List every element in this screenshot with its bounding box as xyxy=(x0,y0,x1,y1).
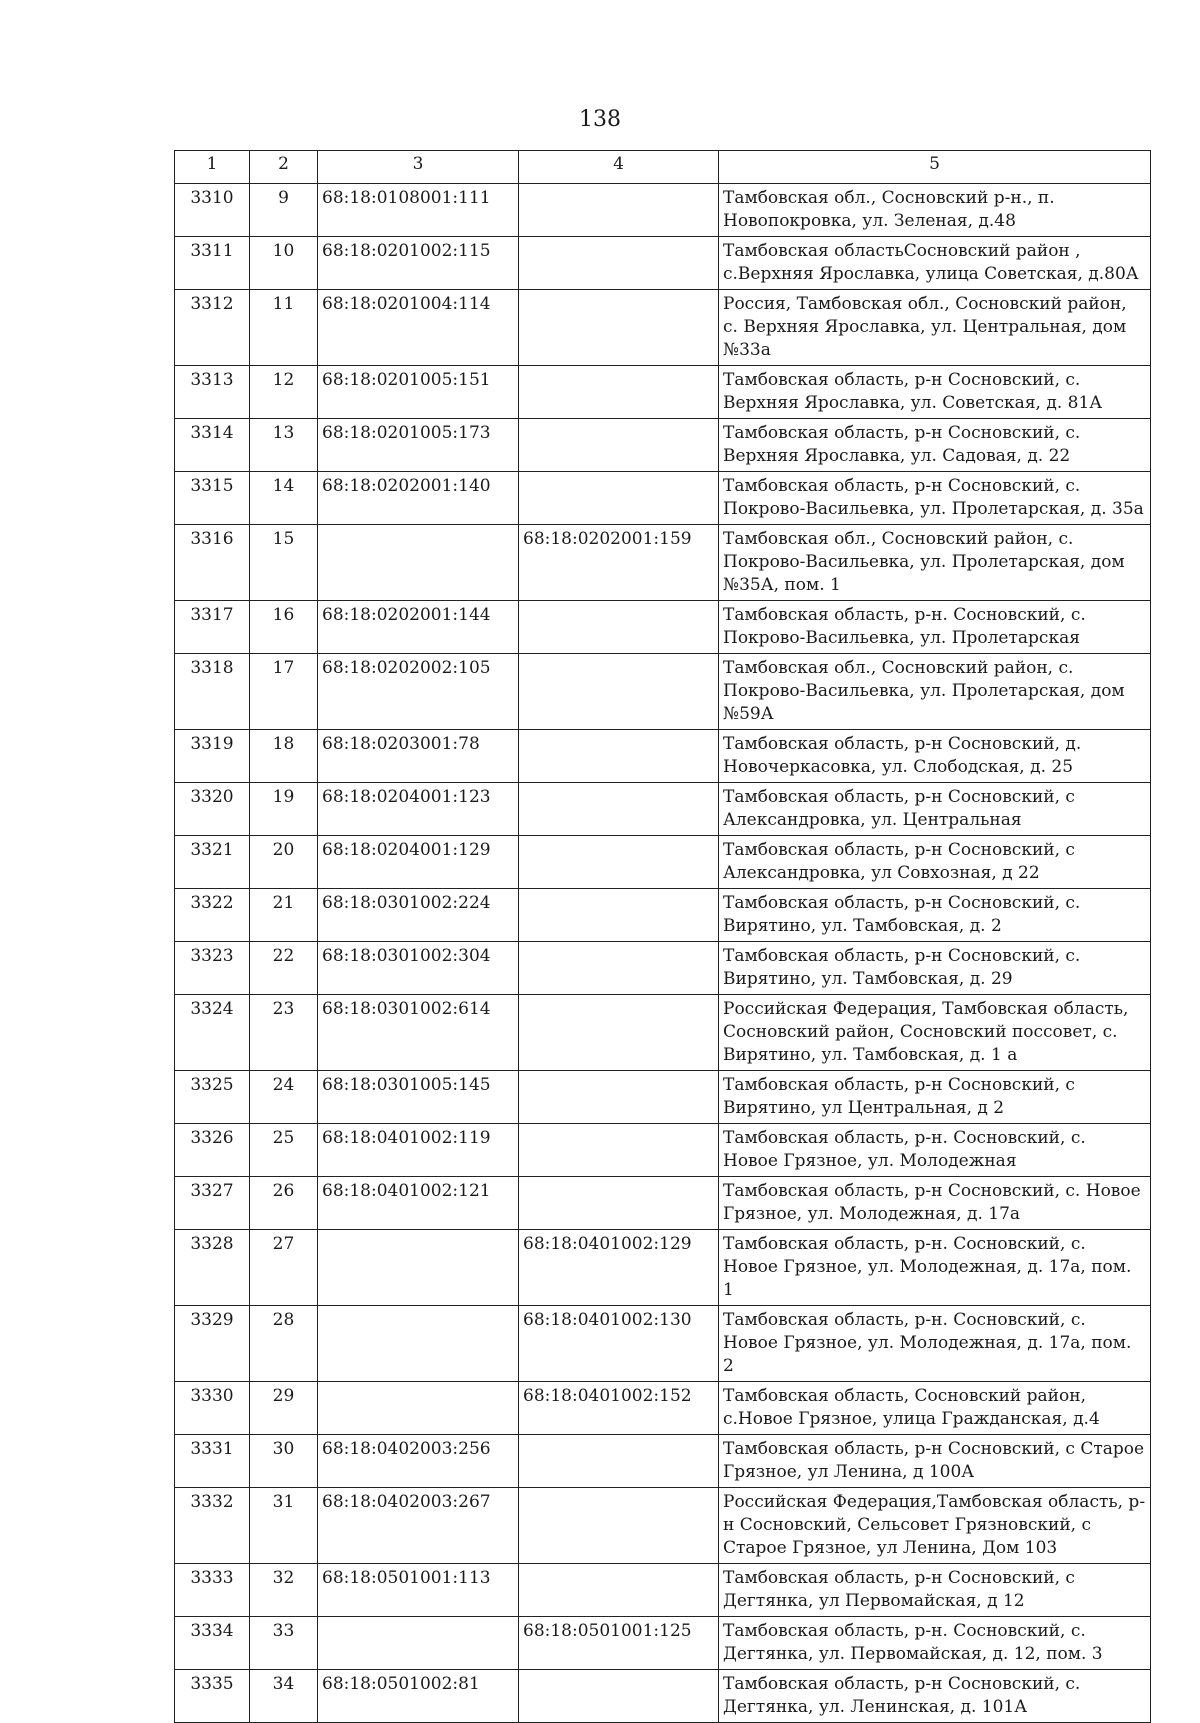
table-row xyxy=(175,995,1151,1071)
property-registry-table xyxy=(174,150,1151,1723)
premises-cadastral-number-cell: 68:18:0401002:129 xyxy=(519,1230,719,1306)
cadastral-number-cell: 68:18:0501002:81 xyxy=(318,1670,519,1723)
cadastral-number-cell: 68:18:0204001:123 xyxy=(318,783,519,836)
address-cell: Тамбовская область, р-н. Сосновский, с. Новое Грязное, ул. Молодежная, д. 17а, пом. 1 xyxy=(719,1230,1151,1306)
premises-cadastral-number-cell xyxy=(519,601,719,654)
premises-cadastral-number-cell xyxy=(519,1435,719,1488)
cadastral-number-cell xyxy=(318,1382,519,1435)
cadastral-number-cell: 68:18:0108001:111 xyxy=(318,184,519,237)
table-row xyxy=(175,184,1151,237)
address-cell: Тамбовская область, р-н. Сосновский, с. Новое Грязное, ул. Молодежная xyxy=(719,1124,1151,1177)
table-header-row xyxy=(175,151,1151,184)
cadastral-number-cell: 68:18:0402003:267 xyxy=(318,1488,519,1564)
ordinal-number-cell: 12 xyxy=(250,366,318,419)
address-cell: Тамбовская область, р-н Сосновский, с. Вирятино, ул. Тамбовская, д. 2 xyxy=(719,889,1151,942)
table-row xyxy=(175,1177,1151,1230)
table-row xyxy=(175,1564,1151,1617)
address-cell: Тамбовская область, р-н Сосновский, с. Новое Грязное, ул. Молодежная, д. 17а xyxy=(719,1177,1151,1230)
address-cell: Тамбовская областьСосновский район , с.Верхняя Ярославка, улица Советская, д.80А xyxy=(719,237,1151,290)
ordinal-number-cell: 27 xyxy=(250,1230,318,1306)
premises-cadastral-number-cell: 68:18:0202001:159 xyxy=(519,525,719,601)
column-header-2: 2 xyxy=(250,151,318,184)
row-number-cell: 3326 xyxy=(175,1124,250,1177)
premises-cadastral-number-cell xyxy=(519,783,719,836)
ordinal-number-cell: 19 xyxy=(250,783,318,836)
row-number-cell: 3331 xyxy=(175,1435,250,1488)
table-row xyxy=(175,1124,1151,1177)
table-row xyxy=(175,654,1151,730)
cadastral-number-cell: 68:18:0201005:173 xyxy=(318,419,519,472)
table-body xyxy=(175,184,1151,1723)
address-cell: Тамбовская область, р-н Сосновский, с. Верхняя Ярославка, ул. Советская, д. 81А xyxy=(719,366,1151,419)
row-number-cell: 3323 xyxy=(175,942,250,995)
table-row xyxy=(175,419,1151,472)
cadastral-number-cell: 68:18:0201004:114 xyxy=(318,290,519,366)
table-row xyxy=(175,472,1151,525)
cadastral-number-cell xyxy=(318,525,519,601)
table-row xyxy=(175,1306,1151,1382)
ordinal-number-cell: 30 xyxy=(250,1435,318,1488)
row-number-cell: 3314 xyxy=(175,419,250,472)
address-cell: Тамбовская обл., Сосновский район, с. Покрово-Васильевка, ул. Пролетарская, дом №59А xyxy=(719,654,1151,730)
table-row xyxy=(175,525,1151,601)
ordinal-number-cell: 18 xyxy=(250,730,318,783)
row-number-cell: 3333 xyxy=(175,1564,250,1617)
cadastral-number-cell xyxy=(318,1306,519,1382)
row-number-cell: 3329 xyxy=(175,1306,250,1382)
table-row xyxy=(175,836,1151,889)
address-cell: Тамбовская область, р-н Сосновский, с. Вирятино, ул. Тамбовская, д. 29 xyxy=(719,942,1151,995)
table-row xyxy=(175,783,1151,836)
row-number-cell: 3334 xyxy=(175,1617,250,1670)
premises-cadastral-number-cell xyxy=(519,995,719,1071)
cadastral-number-cell: 68:18:0202002:105 xyxy=(318,654,519,730)
cadastral-number-cell: 68:18:0402003:256 xyxy=(318,1435,519,1488)
premises-cadastral-number-cell xyxy=(519,1488,719,1564)
row-number-cell: 3313 xyxy=(175,366,250,419)
row-number-cell: 3310 xyxy=(175,184,250,237)
row-number-cell: 3324 xyxy=(175,995,250,1071)
column-header-3: 3 xyxy=(318,151,519,184)
ordinal-number-cell: 28 xyxy=(250,1306,318,1382)
row-number-cell: 3317 xyxy=(175,601,250,654)
premises-cadastral-number-cell xyxy=(519,1177,719,1230)
table-row xyxy=(175,1071,1151,1124)
table-row xyxy=(175,1382,1151,1435)
address-cell: Тамбовская область, р-н Сосновский, с. Покрово-Васильевка, ул. Пролетарская, д. 35а xyxy=(719,472,1151,525)
ordinal-number-cell: 26 xyxy=(250,1177,318,1230)
cadastral-number-cell: 68:18:0301005:145 xyxy=(318,1071,519,1124)
ordinal-number-cell: 31 xyxy=(250,1488,318,1564)
address-cell: Тамбовская область, р-н Сосновский, с Александровка, ул. Центральная xyxy=(719,783,1151,836)
cadastral-number-cell: 68:18:0401002:121 xyxy=(318,1177,519,1230)
ordinal-number-cell: 34 xyxy=(250,1670,318,1723)
row-number-cell: 3321 xyxy=(175,836,250,889)
premises-cadastral-number-cell xyxy=(519,654,719,730)
address-cell: Тамбовская область, р-н Сосновский, с. Дегтянка, ул. Ленинская, д. 101А xyxy=(719,1670,1151,1723)
cadastral-number-cell: 68:18:0301002:614 xyxy=(318,995,519,1071)
table-row xyxy=(175,1670,1151,1723)
address-cell: Тамбовская область, р-н. Сосновский, с. Покрово-Васильевка, ул. Пролетарская xyxy=(719,601,1151,654)
cadastral-number-cell: 68:18:0201005:151 xyxy=(318,366,519,419)
row-number-cell: 3318 xyxy=(175,654,250,730)
premises-cadastral-number-cell xyxy=(519,942,719,995)
table-row xyxy=(175,889,1151,942)
address-cell: Тамбовская область, р-н Сосновский, с. Верхняя Ярославка, ул. Садовая, д. 22 xyxy=(719,419,1151,472)
premises-cadastral-number-cell xyxy=(519,366,719,419)
ordinal-number-cell: 15 xyxy=(250,525,318,601)
address-cell: Тамбовская область, р-н Сосновский, с Вирятино, ул Центральная, д 2 xyxy=(719,1071,1151,1124)
address-cell: Тамбовская область, р-н Сосновский, с Дегтянка, ул Первомайская, д 12 xyxy=(719,1564,1151,1617)
premises-cadastral-number-cell xyxy=(519,290,719,366)
address-cell: Тамбовская область, р-н Сосновский, с Старое Грязное, ул Ленина, д 100А xyxy=(719,1435,1151,1488)
ordinal-number-cell: 33 xyxy=(250,1617,318,1670)
table-row xyxy=(175,942,1151,995)
ordinal-number-cell: 20 xyxy=(250,836,318,889)
ordinal-number-cell: 24 xyxy=(250,1071,318,1124)
premises-cadastral-number-cell xyxy=(519,1564,719,1617)
address-cell: Российская Федерация,Тамбовская область, р-н Сосновский, Сельсовет Грязновский, с Старое Грязное, ул Ленина, Дом 103 xyxy=(719,1488,1151,1564)
row-number-cell: 3311 xyxy=(175,237,250,290)
page-number: 138 xyxy=(579,107,621,132)
cadastral-number-cell: 68:18:0301002:304 xyxy=(318,942,519,995)
row-number-cell: 3319 xyxy=(175,730,250,783)
row-number-cell: 3330 xyxy=(175,1382,250,1435)
address-cell: Российская Федерация, Тамбовская область, Сосновский район, Сосновский поссовет, с. Вирятино, ул. Тамбовская, д. 1 а xyxy=(719,995,1151,1071)
ordinal-number-cell: 14 xyxy=(250,472,318,525)
row-number-cell: 3320 xyxy=(175,783,250,836)
premises-cadastral-number-cell xyxy=(519,1124,719,1177)
table-row xyxy=(175,366,1151,419)
premises-cadastral-number-cell: 68:18:0401002:130 xyxy=(519,1306,719,1382)
cadastral-number-cell: 68:18:0201002:115 xyxy=(318,237,519,290)
row-number-cell: 3325 xyxy=(175,1071,250,1124)
column-header-4: 4 xyxy=(519,151,719,184)
table-row xyxy=(175,290,1151,366)
table-row xyxy=(175,601,1151,654)
ordinal-number-cell: 25 xyxy=(250,1124,318,1177)
cadastral-number-cell: 68:18:0401002:119 xyxy=(318,1124,519,1177)
row-number-cell: 3316 xyxy=(175,525,250,601)
premises-cadastral-number-cell xyxy=(519,1071,719,1124)
column-header-5: 5 xyxy=(719,151,1151,184)
address-cell: Тамбовская область, Сосновский район, с.Новое Грязное, улица Гражданская, д.4 xyxy=(719,1382,1151,1435)
premises-cadastral-number-cell xyxy=(519,472,719,525)
premises-cadastral-number-cell xyxy=(519,889,719,942)
cadastral-number-cell: 68:18:0301002:224 xyxy=(318,889,519,942)
cadastral-number-cell: 68:18:0202001:140 xyxy=(318,472,519,525)
table-row xyxy=(175,1617,1151,1670)
cadastral-number-cell xyxy=(318,1617,519,1670)
ordinal-number-cell: 17 xyxy=(250,654,318,730)
premises-cadastral-number-cell xyxy=(519,1670,719,1723)
ordinal-number-cell: 13 xyxy=(250,419,318,472)
address-cell: Тамбовская обл., Сосновский р-н., п. Новопокровка, ул. Зеленая, д.48 xyxy=(719,184,1151,237)
row-number-cell: 3332 xyxy=(175,1488,250,1564)
address-cell: Тамбовская область, р-н Сосновский, д. Новочеркасовка, ул. Слободская, д. 25 xyxy=(719,730,1151,783)
table-row xyxy=(175,237,1151,290)
premises-cadastral-number-cell xyxy=(519,237,719,290)
column-header-1: 1 xyxy=(175,151,250,184)
table-row xyxy=(175,730,1151,783)
premises-cadastral-number-cell xyxy=(519,836,719,889)
cadastral-number-cell xyxy=(318,1230,519,1306)
ordinal-number-cell: 21 xyxy=(250,889,318,942)
row-number-cell: 3327 xyxy=(175,1177,250,1230)
row-number-cell: 3322 xyxy=(175,889,250,942)
premises-cadastral-number-cell xyxy=(519,730,719,783)
table-row xyxy=(175,1435,1151,1488)
row-number-cell: 3335 xyxy=(175,1670,250,1723)
cadastral-number-cell: 68:18:0203001:78 xyxy=(318,730,519,783)
address-cell: Тамбовская область, р-н. Сосновский, с. Дегтянка, ул. Первомайская, д. 12, пом. 3 xyxy=(719,1617,1151,1670)
premises-cadastral-number-cell xyxy=(519,419,719,472)
premises-cadastral-number-cell xyxy=(519,184,719,237)
address-cell: Тамбовская область, р-н. Сосновский, с. Новое Грязное, ул. Молодежная, д. 17а, пом. 2 xyxy=(719,1306,1151,1382)
row-number-cell: 3328 xyxy=(175,1230,250,1306)
premises-cadastral-number-cell: 68:18:0501001:125 xyxy=(519,1617,719,1670)
row-number-cell: 3315 xyxy=(175,472,250,525)
ordinal-number-cell: 10 xyxy=(250,237,318,290)
address-cell: Тамбовская обл., Сосновский район, с. Покрово-Васильевка, ул. Пролетарская, дом №35А, пом. 1 xyxy=(719,525,1151,601)
row-number-cell: 3312 xyxy=(175,290,250,366)
premises-cadastral-number-cell: 68:18:0401002:152 xyxy=(519,1382,719,1435)
table-row xyxy=(175,1230,1151,1306)
ordinal-number-cell: 23 xyxy=(250,995,318,1071)
cadastral-number-cell: 68:18:0204001:129 xyxy=(318,836,519,889)
address-cell: Тамбовская область, р-н Сосновский, с Александровка, ул Совхозная, д 22 xyxy=(719,836,1151,889)
cadastral-number-cell: 68:18:0501001:113 xyxy=(318,1564,519,1617)
ordinal-number-cell: 9 xyxy=(250,184,318,237)
table-row xyxy=(175,1488,1151,1564)
address-cell: Россия, Тамбовская обл., Сосновский район, с. Верхняя Ярославка, ул. Центральная, дом №33а xyxy=(719,290,1151,366)
ordinal-number-cell: 29 xyxy=(250,1382,318,1435)
ordinal-number-cell: 11 xyxy=(250,290,318,366)
ordinal-number-cell: 16 xyxy=(250,601,318,654)
cadastral-number-cell: 68:18:0202001:144 xyxy=(318,601,519,654)
ordinal-number-cell: 22 xyxy=(250,942,318,995)
ordinal-number-cell: 32 xyxy=(250,1564,318,1617)
